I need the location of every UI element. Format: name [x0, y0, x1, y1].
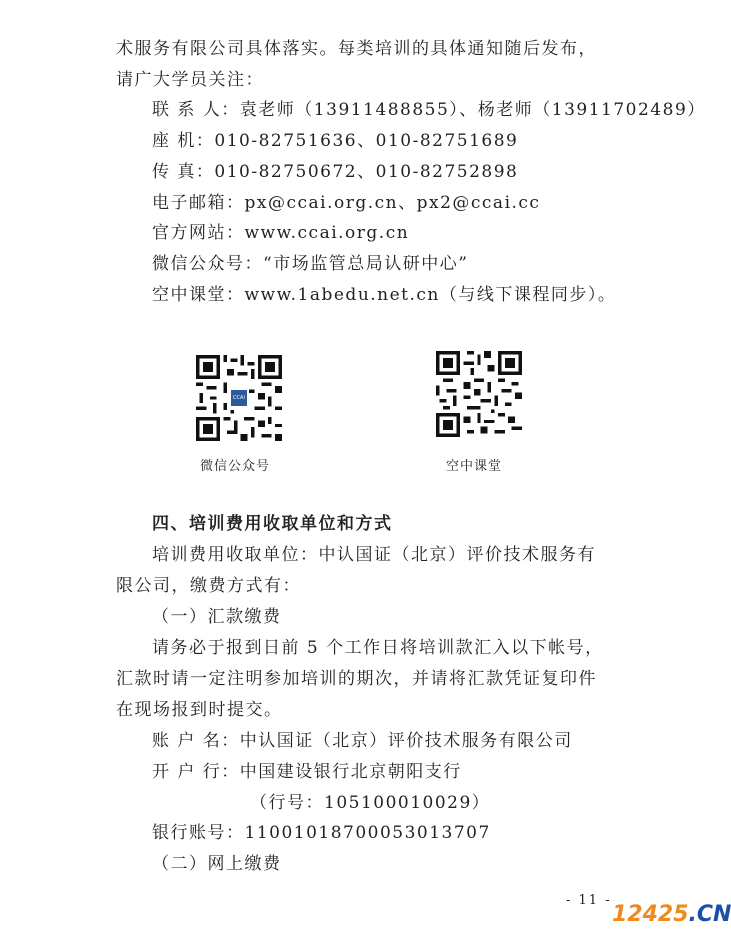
contact-line: 联 系 人：袁老师（13911488855）、杨老师（13911702489） [152, 100, 706, 120]
ccai-logo-icon: CCAI [229, 388, 249, 408]
qr-caption: 空中课堂 [446, 459, 503, 474]
wechat-line: 微信公众号：“市场监管总局认研中心” [152, 254, 469, 274]
fax-line: 传 真：010-82750672、010-82752898 [152, 162, 519, 182]
watermark-part: .CN [688, 902, 731, 927]
text-line: 汇款时请一定注明参加培训的期次，并请将汇款凭证复印件 [116, 669, 597, 689]
online-class-line: 空中课堂：www.1abedu.net.cn（与线下课程同步）。 [152, 285, 617, 305]
account-name-line: 账 户 名：中认国证（北京）评价技术服务有限公司 [152, 731, 573, 751]
page-number: - 11 - [566, 893, 612, 908]
section-heading: 四、培训费用收取单位和方式 [152, 514, 393, 534]
qr-code-icon [436, 351, 522, 437]
text-line: 在现场报到时提交。 [116, 700, 283, 720]
watermark-part: 12425 [612, 902, 689, 927]
text-line: 请务必于报到日前 5 个工作日将培训款汇入以下帐号， [152, 638, 604, 658]
email-line: 电子邮箱：px@ccai.org.cn、px2@ccai.cc [152, 193, 541, 213]
account-number-line: 银行账号：11001018700053013707 [152, 823, 491, 843]
text-line: 请广大学员关注： [116, 70, 264, 90]
qr-caption: 微信公众号 [200, 459, 271, 474]
wechat-qr-code [196, 355, 282, 441]
online-class-qr-code [436, 351, 522, 437]
bank-line: 开 户 行：中国建设银行北京朝阳支行 [152, 762, 462, 782]
text-line: 限公司，缴费方式有： [116, 576, 301, 596]
text-line: 术服务有限公司具体落实。每类培训的具体通知随后发布， [116, 39, 597, 59]
bank-code-line: （行号：105100010029） [250, 793, 491, 813]
website-line: 官方网站：www.ccai.org.cn [152, 223, 410, 243]
subheading: （二）网上缴费 [152, 854, 282, 874]
text-line: 培训费用收取单位：中认国证（北京）评价技术服务有 [152, 545, 596, 565]
phone-line: 座 机：010-82751636、010-82751689 [152, 131, 519, 151]
subheading: （一）汇款缴费 [152, 607, 282, 627]
site-watermark [612, 902, 731, 927]
